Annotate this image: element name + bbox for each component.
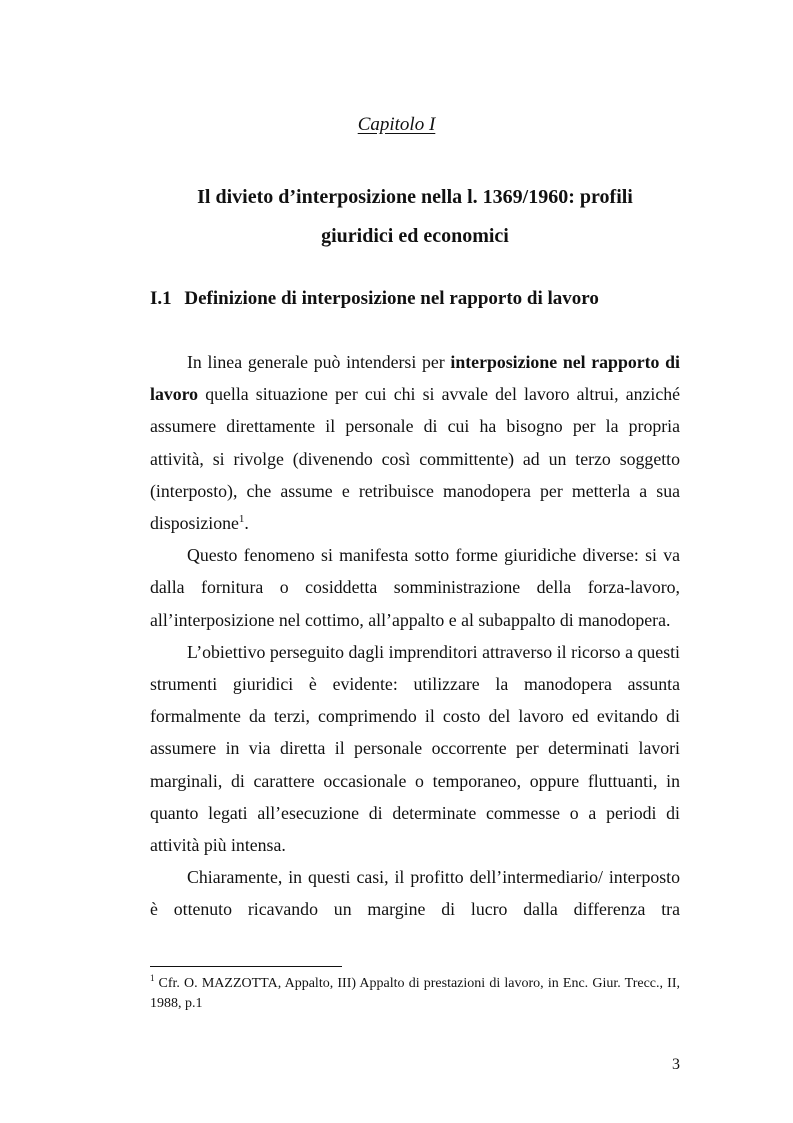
footnote-divider [150,966,342,967]
section-title: Definizione di interposizione nel rapporto di lavoro [184,288,599,309]
paragraph-1-end: . [244,513,249,534]
page-number: 3 [672,1056,680,1073]
chapter-title [150,178,680,256]
paragraph-3: L’obiettivo perseguito dagli imprenditori attraverso il ricorso a questi strumenti giuridici è evidente: utilizzare la manodopera assunta formalmente da terzi, comprimendo il costo del lavoro ed evitando di assumere in via diretta il personale occorrente per determinati lavori marginali, di carattere occasionale o temporaneo, oppure fluttuanti, in quanto legati all’esecuzione di determinate commesse o a periodi di attività più intensa. [150,641,680,856]
body-text [150,346,680,926]
chapter-title-line-1: Il divieto d’interposizione nella l. 1369/1960: profili [197,186,633,208]
paragraph-1 [150,346,680,539]
paragraph-1-body: quella situazione per cui chi si avvale del lavoro altrui, anziché assumere direttamente il personale di cui ha bisogno per la propria attività, si rivolge (divenendo così committente) ad un terzo soggetto (interposto), che assume e retribuisce manodopera per metterla a sua disposizione [150,384,680,534]
section-heading [150,288,680,310]
paragraph-4: Chiaramente, in questi casi, il profitto dell’intermediario/ interposto è ottenuto ricavando un margine di lucro dalla differenza tra [150,867,680,920]
paragraph-1-lead: In linea generale può intendersi per [187,352,451,372]
footnote-reference[interactable]: 1 [238,513,245,526]
paragraph-2: Questo fenomeno si manifesta sotto forme giuridiche diverse: si va dalla fornitura o cosiddetta somministrazione della forza-lavoro, all’interposizione nel cottimo, all’appalto e al subappalto di manodopera. [150,545,680,630]
footnote-text: Cfr. O. MAZZOTTA, Appalto, III) Appalto di prestazioni di lavoro, in Enc. Giur. Trecc., II, 1988, p.1 [150,976,680,1011]
chapter-title-line-2: giuridici ed economici [321,225,509,247]
section-number: I.1 [150,288,172,309]
paragraph-1-bold-term: interposizione nel rapporto di lavoro [150,352,680,405]
footnote [150,974,680,1014]
chapter-heading: Capitolo I [357,114,436,135]
footnote-number: 1 [150,973,155,984]
